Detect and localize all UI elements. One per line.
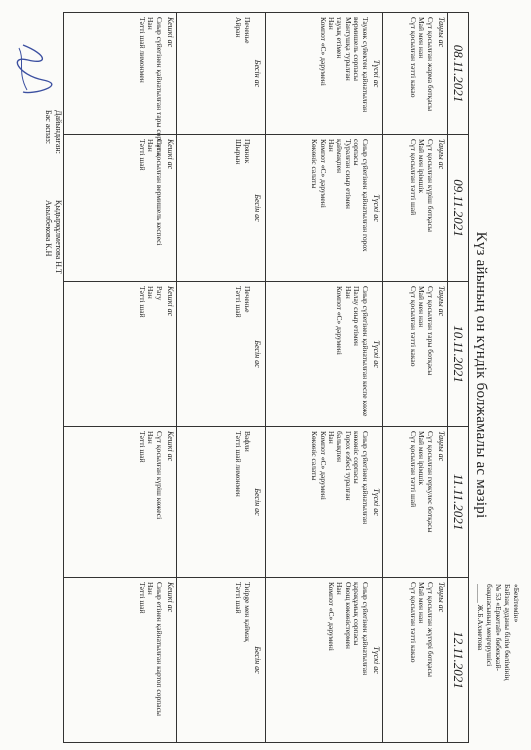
menu-item: тауық етімен xyxy=(335,17,345,59)
dinner-block xyxy=(64,427,176,577)
menu-item: қарақұмық сорпасы xyxy=(352,582,362,646)
menu-item: көкөніс сорпасы xyxy=(352,431,362,484)
menu-item: Сүт қосылған тәтті шай xyxy=(408,139,418,216)
meal-label: Түскі ас xyxy=(372,194,381,222)
menu-item: Сиыр сүйегінен қайнатылған xyxy=(360,582,370,676)
breakfast-block xyxy=(382,578,447,742)
menu-table xyxy=(71,12,469,750)
menu-item: Нан xyxy=(326,139,336,152)
breakfast-block xyxy=(382,135,447,281)
dinner-block xyxy=(64,282,176,426)
meal-label: Бесін ас xyxy=(253,194,262,222)
day-date: 11.11.2021 xyxy=(447,427,468,577)
menu-item: Нан xyxy=(146,582,156,595)
nurse-label: Бас аспаз: xyxy=(44,110,53,145)
menu-item: Нан xyxy=(343,286,353,299)
menu-item: Тәтті шай лимонмен xyxy=(234,431,244,497)
menu-item: Сүт қосылған күріш көжесі xyxy=(154,431,164,520)
menu-item: Компот «С» дәруменi xyxy=(326,582,336,651)
menu-item: Сиыр сүйегінен қайнатылған горох xyxy=(360,139,370,252)
lunch-block xyxy=(265,282,382,426)
day-date: 08.11.2021 xyxy=(447,13,468,134)
prepared-label: Дайындаған: xyxy=(54,110,63,154)
menu-item: Май мен нан xyxy=(417,17,427,59)
nurse-name: Акылбекова К.Н xyxy=(44,200,53,257)
menu-item: Тәтті шай xyxy=(234,286,244,318)
meal-label: Таңғы ас xyxy=(437,17,446,48)
meal-label: Түскі ас xyxy=(372,646,381,674)
menu-item: Май мен нан xyxy=(417,582,427,624)
menu-item: Сүт қосылған тәтті какао xyxy=(408,582,418,663)
menu-item: Сүт қосылған жүгері ботқасы xyxy=(425,582,435,677)
meal-label: Кешкі ас xyxy=(166,17,175,48)
menu-item: Айран xyxy=(234,17,244,38)
menu-item: Көкөніс салаты xyxy=(310,139,320,189)
menu-item: Нан xyxy=(146,286,156,299)
menu-item: Тәтті шай xyxy=(137,139,147,171)
dinner-block xyxy=(64,13,176,156)
menu-item: Компот «С» дәруменi xyxy=(318,139,328,208)
menu-item: Туралған сиыр етімен xyxy=(343,139,353,209)
menu-item: Сүт қосылған күріш ботқасы xyxy=(425,139,435,232)
approval-line: _____ Ж.Б.Ахметова xyxy=(476,584,485,651)
menu-item: вермишель сорпасы xyxy=(352,17,362,81)
meal-label: Кешкі ас xyxy=(166,286,175,317)
meal-label: Түскі ас xyxy=(372,340,381,368)
day-date: 12.11.2021 xyxy=(447,578,468,742)
lunch-block xyxy=(265,427,382,577)
meal-label: Бесін ас xyxy=(253,488,262,516)
menu-item: Нан xyxy=(146,17,156,30)
menu-item: Май мен нан xyxy=(417,286,427,328)
menu-item: Тиірge мен қаймақ xyxy=(242,582,252,642)
menu-item: Тәтті шай xyxy=(137,582,147,614)
menu-item: Нан xyxy=(326,431,336,444)
menu-item: Май мен ірімшік xyxy=(417,431,427,486)
day-column xyxy=(63,577,469,743)
approval-line: «Бекітемін» xyxy=(512,584,521,623)
approval-line: Байзақ ауданы білім бөлімінің xyxy=(503,584,512,681)
meal-label: Таңғы ас xyxy=(437,582,446,613)
menu-item: Таукөк сүйектен қайнатылған xyxy=(360,17,370,113)
menu-item: Май мен ірімшік xyxy=(417,139,427,194)
menu-item: Нан xyxy=(326,17,336,30)
menu-item: сорпасы xyxy=(352,139,362,166)
page-title: Күз айының он күндік болжамалы ас мәзірі xyxy=(473,231,489,519)
snack-block xyxy=(176,135,265,281)
menu-item: Нан xyxy=(335,582,345,595)
menu-item: Вафли xyxy=(242,431,252,452)
dinner-block xyxy=(64,135,176,281)
lunch-block xyxy=(265,135,382,281)
menu-item: Нан xyxy=(146,139,156,152)
menu-item: Сүт қосылған тары ботқасы xyxy=(425,286,435,376)
menu-item: Сүт қосылған вермишель кеспесі xyxy=(154,139,164,246)
meal-label: Таңғы ас xyxy=(437,286,446,317)
signatures-block xyxy=(43,110,63,274)
day-column xyxy=(63,134,469,281)
menu-item: Сүт қосылған тәтті какао xyxy=(408,17,418,98)
day-date: 10.11.2021 xyxy=(447,282,468,426)
menu-item: Компот «С» дәруменi xyxy=(335,286,345,355)
day-column xyxy=(63,281,469,426)
prepared-name: Қыдырқұлметова Н.Т xyxy=(54,200,63,274)
breakfast-block xyxy=(382,282,447,426)
menu-item: Компот «С» дәруменi xyxy=(318,17,328,86)
menu-item: Тәтті шай xyxy=(137,286,147,318)
signature-mark xyxy=(13,40,53,100)
meal-label: Бесін ас xyxy=(253,646,262,674)
snack-block xyxy=(176,282,265,426)
menu-item: Сиыр етінен қайнатылған картоп сорпасы xyxy=(154,582,164,716)
meal-label: Кешкі ас xyxy=(166,139,175,170)
menu-item: Нан xyxy=(146,431,156,444)
meal-label: Кешкі ас xyxy=(166,431,175,462)
menu-item: Шырын xyxy=(234,139,244,165)
menu-item: Компот «С» дәруменi xyxy=(318,431,328,500)
menu-item: Палау сиыр етімен xyxy=(352,286,362,346)
menu-item: Сүт қосылған геркулес ботқасы xyxy=(425,431,435,533)
day-column xyxy=(63,426,469,577)
meal-label: Таңғы ас xyxy=(437,431,446,462)
menu-item: Овощ көкөністермен xyxy=(343,582,353,649)
menu-item: Печенье xyxy=(242,286,252,313)
snack-block xyxy=(176,13,265,134)
day-date: 09.11.2021 xyxy=(447,135,468,281)
menu-item: Көкөніс салаты xyxy=(310,431,320,481)
menu-item: Тәтті шай xyxy=(137,431,147,463)
menu-item: Тәтті шай xyxy=(234,582,244,614)
menu-item: Гороx езбесі туралған xyxy=(343,431,353,501)
meal-label: Түскі ас xyxy=(372,488,381,516)
meal-label: Кешкі ас xyxy=(166,582,175,613)
lunch-block xyxy=(265,578,382,742)
menu-item: Сүт қосылған тәтті какао xyxy=(408,286,418,367)
snack-block xyxy=(176,578,265,742)
menu-item: Тәтті шай лимонмен xyxy=(137,17,147,83)
menu-item: Сиыр сүйегінен қайнатылған xyxy=(360,431,370,525)
breakfast-block xyxy=(382,427,447,577)
menu-item: Сүт қосылған жарма ботқасы xyxy=(425,17,435,112)
lunch-block xyxy=(265,13,382,134)
breakfast-block xyxy=(382,13,447,134)
menu-item: Сүт қосылған тәтті шай xyxy=(408,431,418,508)
menu-item: Пряник xyxy=(242,139,252,164)
menu-item: Мантушқа туралған xyxy=(343,17,353,81)
approval-line: № 53 «Еркетай» бөбекжай- xyxy=(494,584,503,671)
menu-item: Рагу xyxy=(154,286,164,301)
menu-item: қаймақпен xyxy=(335,139,345,174)
menu-item: Сиыр сүйегінен қайнатылған тары сорпасы xyxy=(154,17,164,156)
menu-item: Печенье xyxy=(242,17,252,44)
meal-label: Таңғы ас xyxy=(437,139,446,170)
menu-item: балықпен xyxy=(335,431,345,462)
snack-block xyxy=(176,427,265,577)
meal-label: Бесін ас xyxy=(253,340,262,368)
menu-item: Сиыр сүйегінен қайнатылған кеспе көже xyxy=(360,286,370,417)
dinner-block xyxy=(64,578,176,742)
meal-label: Бесін ас xyxy=(253,59,262,88)
meal-label: Түскі ас xyxy=(372,59,381,88)
approval-line: бақшасының меңгерушісі xyxy=(485,584,494,667)
